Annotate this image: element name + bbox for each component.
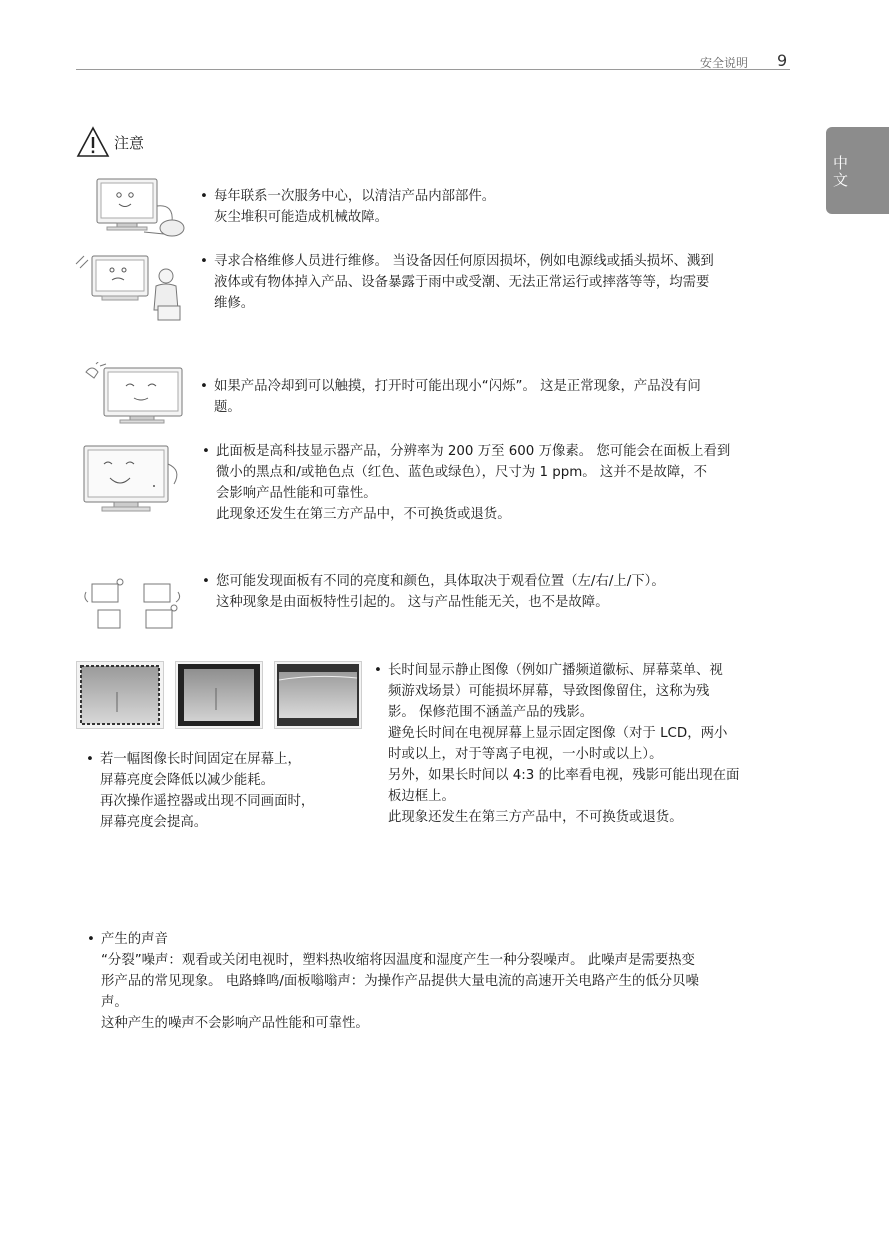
image-retention-sample-1	[76, 661, 164, 729]
notice-line: 另外，如果长时间以 4:3 的比率看电视，残影可能出现在面	[388, 768, 740, 783]
notice-image-retention	[374, 660, 788, 828]
notice-line: 屏幕亮度会降低以减少能耗。	[100, 773, 275, 788]
header-rule	[76, 69, 790, 70]
notice-line: 您可能发现面板有不同的亮度和颜色，具体取决于观看位置（左/右/上/下）。	[216, 574, 665, 589]
page-number: 9	[777, 51, 788, 70]
notice-line: 如果产品冷却到可以触摸，打开时可能出现小“闪烁”。 这是正常现象，产品没有问	[214, 379, 701, 394]
notice-line: 每年联系一次服务中心，以清洁产品内部部件。	[214, 189, 496, 204]
notice-line: 避免长时间在电视屏幕上显示固定图像（对于 LCD，两小	[388, 726, 728, 741]
bullet: •	[87, 932, 95, 947]
viewing-angle-illustration	[84, 578, 184, 634]
tv-repair-illustration	[72, 250, 192, 324]
notice-pixels	[202, 441, 786, 525]
bullet: •	[202, 444, 210, 459]
notice-line: 时或以上，对于等离子电视，一小时或以上）。	[388, 747, 663, 762]
notice-line: 灰尘堆积可能造成机械故障。	[214, 210, 389, 225]
bullet: •	[200, 379, 208, 394]
notice-line: 题。	[214, 400, 241, 415]
warning-triangle-icon	[76, 126, 110, 158]
bullet: •	[202, 574, 210, 589]
language-tab-label: 中文	[831, 155, 849, 189]
notice-line: 频游戏场景）可能损坏屏幕，导致图像留住，这称为残	[388, 684, 710, 699]
header-section-title: 安全说明	[700, 56, 749, 70]
tv-pixel-dots-illustration	[82, 444, 186, 516]
tv-warm-touch-illustration	[80, 362, 186, 428]
bullet: •	[200, 254, 208, 269]
notice-line: 板边框上。	[388, 789, 455, 804]
notice-line: 屏幕亮度会提高。	[100, 815, 208, 830]
notice-line: 此现象还发生在第三方产品中，不可换货或退货。	[216, 507, 511, 522]
notice-line: “分裂”噪声：观看或关闭电视时，塑料热收缩将因温度和湿度产生一种分裂噪声。 此噪声是需要热变	[101, 953, 695, 968]
bullet: •	[374, 663, 382, 678]
caution-label: 注意	[114, 133, 145, 152]
notice-line: 影。 保修范围不涵盖产品的残影。	[388, 705, 594, 720]
notice-line: 声。	[101, 995, 128, 1010]
notice-line: 液体或有物体掉入产品、设备暴露于雨中或受潮、无法正常运行或摔落等等，均需要	[214, 275, 710, 290]
notice-line: 形产品的常见现象。 电路蜂鸣/面板嗡嗡声：为操作产品提供大量电流的高速开关电路产生的低分贝噪	[101, 974, 699, 989]
notice-line: 再次操作遥控器或出现不同画面时，	[100, 794, 315, 809]
notice-line: 产生的声音	[101, 932, 168, 947]
bullet: •	[200, 189, 208, 204]
image-retention-sample-3	[274, 661, 362, 729]
notice-line: 这种产生的噪声不会影响产品性能和可靠性。	[101, 1016, 369, 1031]
tv-cleaning-illustration	[84, 176, 190, 242]
caution-heading	[76, 126, 144, 158]
notice-line: 这种现象是由面板特性引起的。 这与产品性能无关，也不是故障。	[216, 595, 609, 610]
notice-cleaning	[200, 186, 784, 228]
notice-line: 若一幅图像长时间固定在屏幕上，	[100, 752, 301, 767]
image-retention-sample-2	[175, 661, 263, 729]
notice-repair	[200, 251, 784, 314]
notice-viewing-angle	[202, 571, 786, 613]
notice-sounds	[87, 929, 781, 1034]
notice-line: 此现象还发生在第三方产品中，不可换货或退货。	[388, 810, 683, 825]
notice-line: 维修。	[214, 296, 255, 311]
notice-line: 微小的黑点和/或艳色点（红色、蓝色或绿色），尺寸为 1 ppm。 这并不是故障，不	[216, 465, 708, 480]
notice-line: 此面板是高科技显示器产品，分辨率为 200 万至 600 万像素。 您可能会在面板上看到	[216, 444, 731, 459]
notice-line: 会影响产品性能和可靠性。	[216, 486, 377, 501]
notice-screen-brightness	[86, 749, 370, 833]
bullet: •	[86, 752, 94, 767]
notice-line: 寻求合格维修人员进行维修。 当设备因任何原因损坏，例如电源线或插头损坏、溅到	[214, 254, 714, 269]
notice-line: 长时间显示静止图像（例如广播频道徽标、屏幕菜单、视	[388, 663, 723, 678]
language-tab[interactable]	[826, 127, 889, 214]
notice-flicker	[200, 376, 784, 418]
